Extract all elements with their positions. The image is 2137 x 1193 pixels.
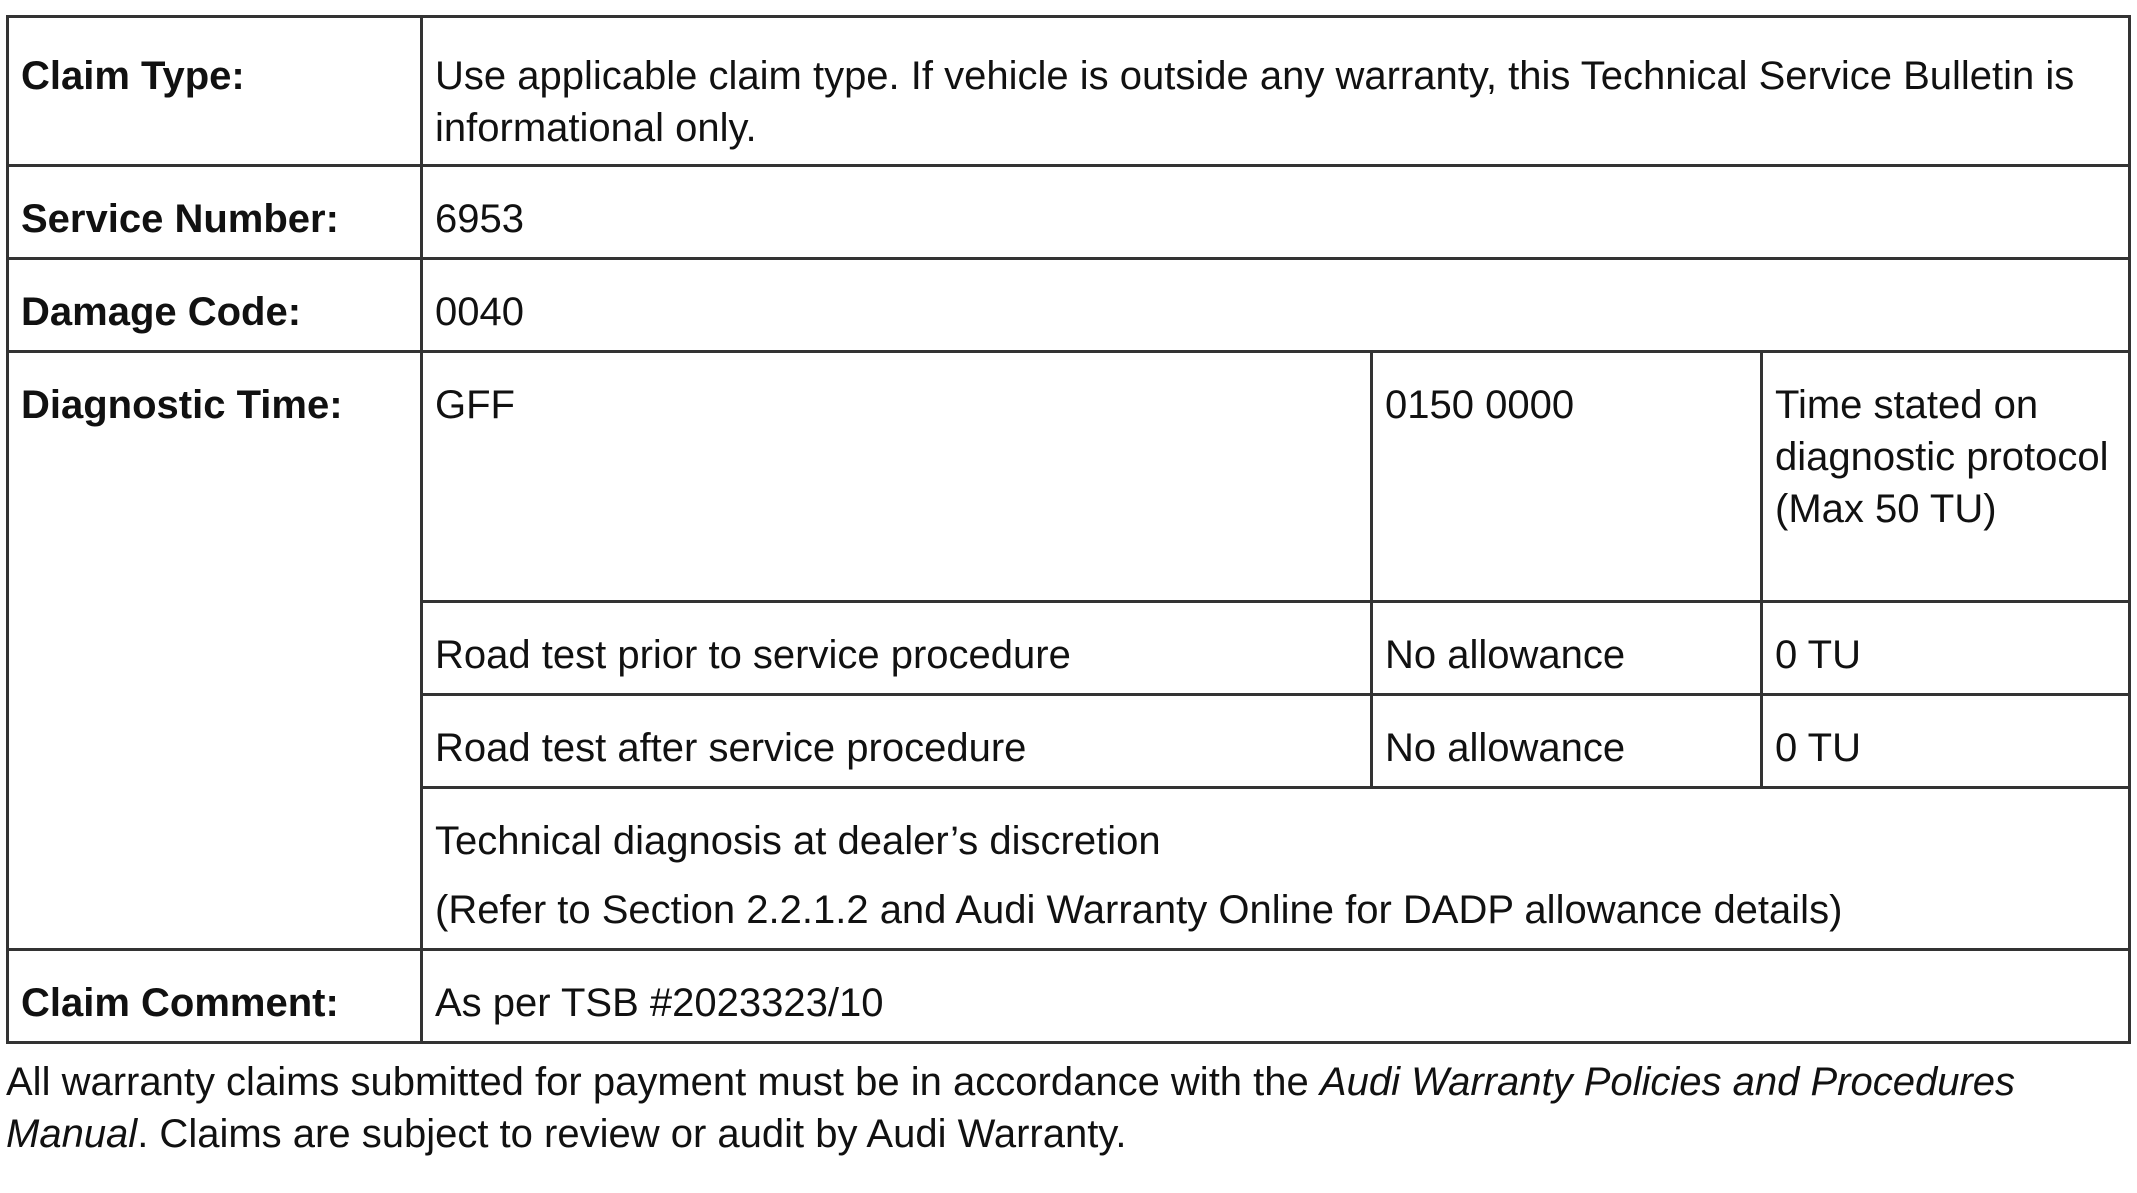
damage-code-label: Damage Code:: [8, 259, 422, 352]
diagnostic-time-label: Diagnostic Time:: [8, 352, 422, 950]
diagnostic-time-value: 0 TU: [1762, 695, 2130, 788]
service-number-label: Service Number:: [8, 166, 422, 259]
diagnostic-code: 0150 0000: [1372, 352, 1762, 602]
claim-type-label: Claim Type:: [8, 17, 422, 166]
claim-comment-row: [8, 950, 2130, 1043]
diagnostic-description: Road test after service procedure: [422, 695, 1372, 788]
service-number-row: [8, 166, 2130, 259]
diagnostic-description: GFF: [422, 352, 1372, 602]
diagnostic-note: [422, 788, 2130, 950]
diagnostic-time-value: Time stated on diagnostic protocol (Max 50 TU): [1762, 352, 2130, 602]
damage-code-value: 0040: [422, 259, 2130, 352]
diagnostic-row-gff: [8, 352, 2130, 602]
claim-type-value: Use applicable claim type. If vehicle is outside any warranty, this Technical Service Bulletin is informational only.: [422, 17, 2130, 166]
claim-type-row: [8, 17, 2130, 166]
diagnostic-description: Road test prior to service procedure: [422, 602, 1372, 695]
diagnostic-code: No allowance: [1372, 602, 1762, 695]
footer-text-after: . Claims are subject to review or audit by Audi Warranty.: [137, 1112, 1127, 1156]
footer-manual-title: Audi Warranty Policies and Procedures Manual: [6, 1060, 2016, 1156]
warranty-policy-note: [6, 1056, 2128, 1160]
diagnostic-code: No allowance: [1372, 695, 1762, 788]
footer-text-before: All warranty claims submitted for payment must be in accordance with the: [6, 1060, 1320, 1104]
claim-comment-value: As per TSB #2023323/10: [422, 950, 2130, 1043]
damage-code-row: [8, 259, 2130, 352]
claim-comment-label: Claim Comment:: [8, 950, 422, 1043]
diagnostic-note-line-1: Technical diagnosis at dealer’s discretion: [435, 819, 1161, 863]
diagnostic-note-line-2: (Refer to Section 2.2.1.2 and Audi Warranty Online for DADP allowance details): [435, 888, 1843, 932]
diagnostic-time-value: 0 TU: [1762, 602, 2130, 695]
warranty-claim-table: [6, 15, 2131, 1044]
tsb-warranty-document: [6, 15, 2128, 1044]
service-number-value: 6953: [422, 166, 2130, 259]
